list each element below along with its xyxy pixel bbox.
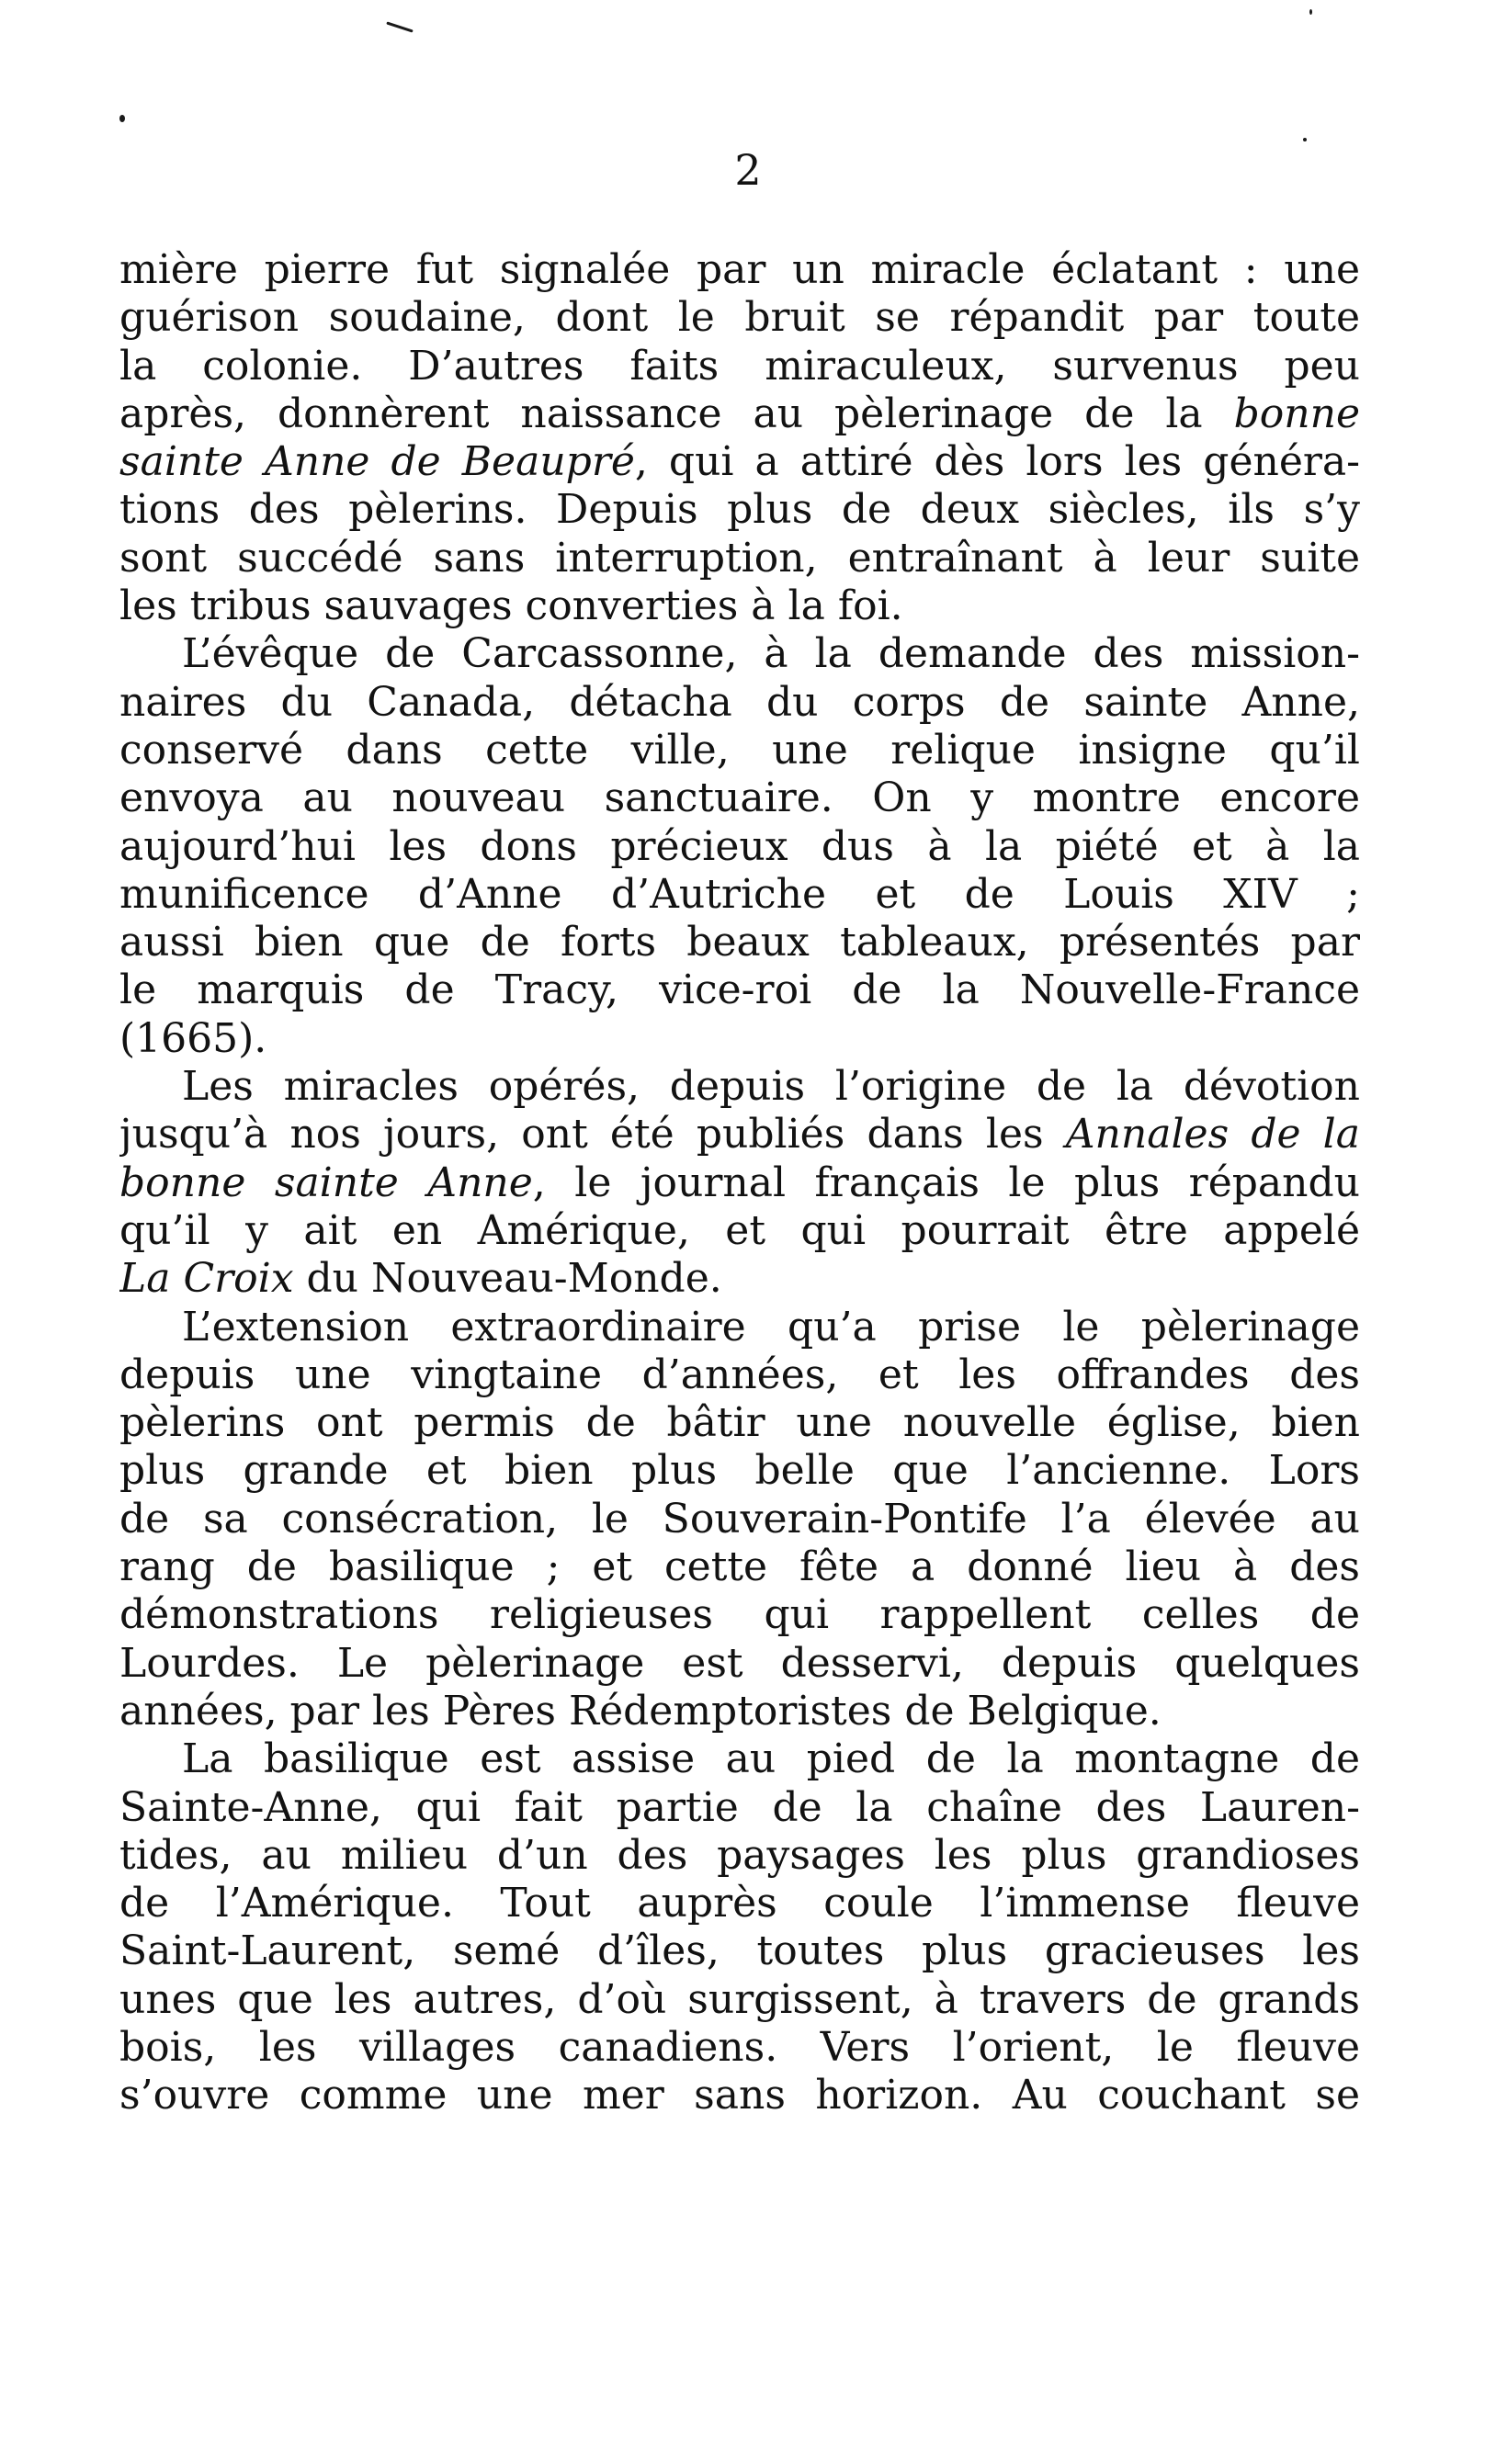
paragraph-first-line: La basilique est assise au pied de la montagne de [182, 1735, 1360, 1783]
text-line: années, par les Pères Rédemptoristes de Belgique. [119, 1687, 1162, 1735]
text-line: naires du Canada, détacha du corps de sainte Anne, [119, 678, 1360, 726]
text-line: plus grande et bien plus belle que l’ancienne. Lors [119, 1447, 1360, 1495]
text-line: Saint-Laurent, semé d’îles, toutes plus gracieuses les [119, 1927, 1360, 1975]
text-line: bois, les villages canadiens. Vers l’orient, le fleuve [119, 2023, 1360, 2071]
text-line: le marquis de Tracy, vice-roi de la Nouvelle-France [119, 966, 1360, 1014]
italic-text: Annales de la [1065, 1111, 1360, 1159]
text-line: Lourdes. Le pèlerinage est desservi, depuis quelques [119, 1639, 1360, 1687]
text-line: guérison soudaine, dont le bruit se répandit par toute [119, 294, 1360, 342]
text-line: munificence d’Anne d’Autriche et de Louis XIV ; [119, 870, 1360, 918]
text-line: démonstrations religieuses qui rappellent celles de [119, 1591, 1360, 1639]
ink-speck [119, 115, 125, 122]
text-line: envoya au nouveau sanctuaire. On y montre encore [119, 774, 1360, 822]
text-line: aussi bien que de forts beaux tableaux, présentés par [119, 919, 1360, 966]
text-line: unes que les autres, d’où surgissent, à travers de grands [119, 1975, 1360, 2023]
page-number: 2 [734, 145, 762, 195]
italic-text: sainte Anne de Beaupré [119, 438, 635, 486]
text-line: de sa consécration, le Souverain-Pontife l’a élevée au [119, 1495, 1360, 1543]
text-line: depuis une vingtaine d’années, et les offrandes des [119, 1351, 1360, 1398]
italic-text: La Croix [119, 1255, 294, 1303]
text-line: conservé dans cette ville, une relique insigne qu’il [119, 726, 1360, 774]
text-line: après, donnèrent naissance au pèlerinage de la bonne [119, 390, 1360, 437]
text-line: (1665). [119, 1014, 267, 1062]
ink-speck [386, 21, 413, 32]
text-line: Sainte-Anne, qui fait partie de la chaîne des Lauren- [119, 1783, 1360, 1831]
text-line: bonne sainte Anne, le journal français le plus répandu [119, 1159, 1360, 1206]
paragraph-first-line: Les miracles opérés, depuis l’origine de la dévotion [182, 1063, 1360, 1111]
text-line: pèlerins ont permis de bâtir une nouvelle église, bien [119, 1399, 1360, 1447]
text-line: les tribus sauvages converties à la foi. [119, 582, 903, 630]
text-line: sainte Anne de Beaupré, qui a attiré dès lors les généra- [119, 438, 1360, 486]
paragraph-first-line: L’extension extraordinaire qu’a prise le pèlerinage [182, 1303, 1360, 1351]
ink-speck [1303, 138, 1307, 141]
text-line: sont succédé sans interruption, entraînant à leur suite [119, 534, 1360, 582]
text-line: La Croix du Nouveau-Monde. [119, 1255, 722, 1303]
italic-text: bonne sainte Anne [119, 1159, 533, 1206]
text-line: qu’il y ait en Amérique, et qui pourrait être appelé [119, 1206, 1360, 1254]
text-line: jusqu’à nos jours, ont été publiés dans les Annales de la [119, 1111, 1360, 1159]
body-text [119, 246, 1360, 2120]
text-line: s’ouvre comme une mer sans horizon. Au couchant se [119, 2072, 1360, 2119]
text-line: de l’Amérique. Tout auprès coule l’immense fleuve [119, 1880, 1360, 1927]
paragraph-first-line: L’évêque de Carcassonne, à la demande des mission- [182, 630, 1360, 678]
italic-text: bonne [1233, 390, 1360, 437]
text-line: tions des pèlerins. Depuis plus de deux siècles, ils s’y [119, 486, 1360, 534]
text-line: tides, au milieu d’un des paysages les plus grandioses [119, 1831, 1360, 1879]
text-line: la colonie. D’autres faits miraculeux, survenus peu [119, 342, 1360, 390]
ink-speck [1309, 9, 1312, 15]
text-line: rang de basilique ; et cette fête a donné lieu à des [119, 1543, 1360, 1591]
text-line: mière pierre fut signalée par un miracle éclatant : une [119, 246, 1360, 293]
text-line: aujourd’hui les dons précieux dus à la piété et à la [119, 822, 1360, 870]
